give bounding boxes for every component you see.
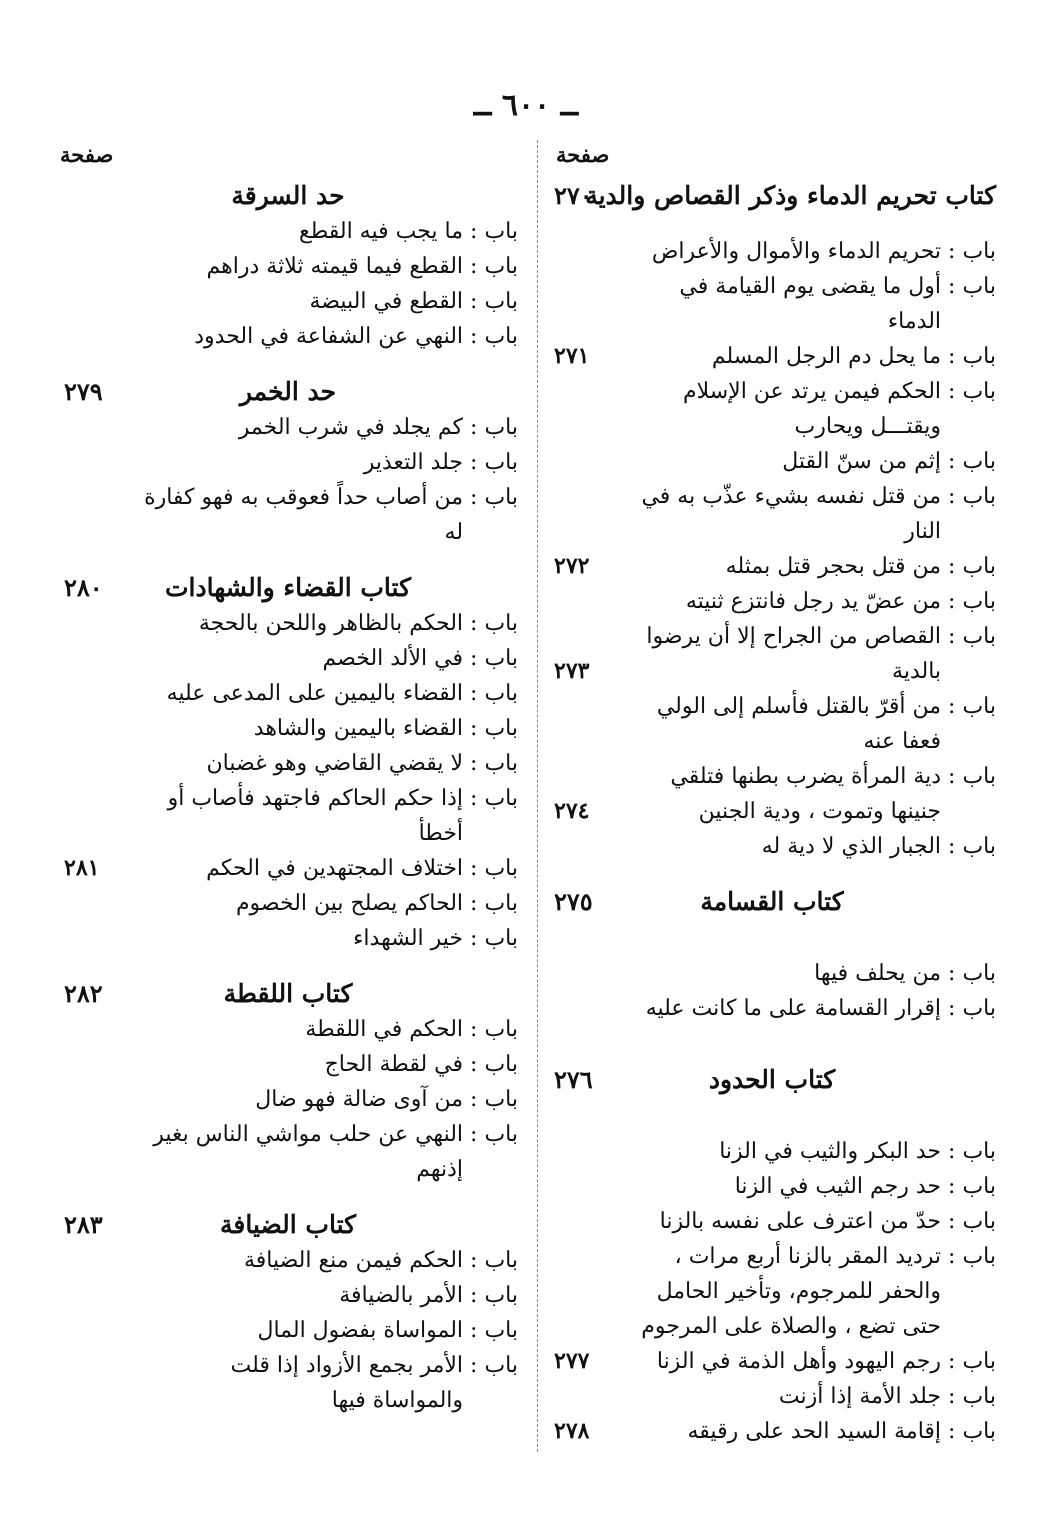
- entry-prefix: باب: [484, 1283, 518, 1308]
- toc-entry: [548, 1169, 996, 1204]
- toc-entry: [548, 619, 996, 689]
- toc-entry: [58, 1117, 518, 1187]
- toc-entry: [548, 339, 996, 374]
- entry-prefix: باب: [962, 274, 996, 299]
- entry-separator: :: [470, 415, 478, 440]
- toc-entry: [58, 1243, 518, 1278]
- entry-title: خير الشهداء: [353, 926, 464, 951]
- entry-prefix: باب: [484, 1052, 518, 1077]
- entry-title: دية المرأة يضرب بطنها فتلقي جنينها وتموت ، ودية الجنين: [670, 764, 942, 824]
- toc-entry: [58, 1278, 518, 1313]
- section-heading: [58, 976, 518, 1012]
- entry-title: رجم اليهود وأهل الذمة في الزنا: [656, 1349, 942, 1374]
- entry-prefix: باب: [962, 1419, 996, 1444]
- section-heading: [58, 1207, 518, 1243]
- section-heading: [58, 374, 518, 410]
- entry-separator: :: [470, 786, 478, 811]
- section-page-number: ٢٧٩: [64, 377, 103, 406]
- toc-entry: [548, 269, 996, 339]
- right-column: [548, 140, 996, 1449]
- toc-entry: [548, 584, 996, 619]
- toc-entry: [58, 410, 518, 445]
- entry-separator: :: [470, 716, 478, 741]
- entry-title: النهي عن حلب مواشي الناس بغير إذنهم: [153, 1122, 464, 1182]
- entry-prefix: باب: [484, 1122, 518, 1147]
- entry-separator: :: [948, 1174, 956, 1199]
- entry-separator: :: [470, 450, 478, 475]
- entry-title: ترديد المقر بالزنا أربع مرات ، والحفر للمرجوم، وتأخير الحامل حتى تضع ، والصلاة على المرجوم: [641, 1244, 942, 1339]
- toc-entry: [548, 1344, 996, 1379]
- entry-page-number: ٢٧٤: [554, 798, 590, 824]
- section-heading: [548, 178, 996, 214]
- entry-page-number: ٢٧٢: [554, 553, 590, 579]
- entry-separator: :: [470, 1318, 478, 1343]
- entry-title: جلد التعذير: [363, 450, 464, 475]
- entry-prefix: باب: [962, 1384, 996, 1409]
- entry-title: حد البكر والثيب في الزنا: [719, 1139, 942, 1164]
- entry-separator: :: [948, 589, 956, 614]
- entry-separator: :: [470, 254, 478, 279]
- page-number: ــ ٦٠٠ ــ: [473, 88, 579, 123]
- toc-entry: [548, 829, 996, 864]
- section-heading: [548, 884, 996, 920]
- entry-title: ما يحل دم الرجل المسلم: [711, 344, 942, 369]
- entry-separator: :: [470, 1052, 478, 1077]
- entry-title: حد رجم الثيب في الزنا: [734, 1174, 942, 1199]
- entry-title: القضاء باليمين على المدعى عليه: [166, 681, 464, 706]
- entry-title: الأمر بالضيافة: [339, 1283, 464, 1308]
- entry-prefix: باب: [484, 324, 518, 349]
- entry-page-number: ٢٨١: [64, 855, 100, 881]
- entry-title: الأمر بجمع الأزواد إذا قلت والمواساة فيها: [230, 1353, 464, 1413]
- toc-entry: [58, 1082, 518, 1117]
- toc-entry: [58, 886, 518, 921]
- entry-title: إقامة السيد الحد على رقيقه: [687, 1419, 942, 1444]
- entry-title: الحكم فيمن يرتد عن الإسلام ويقتـــل ويحارب: [682, 379, 942, 439]
- entry-prefix: باب: [962, 589, 996, 614]
- toc-entry: [58, 249, 518, 284]
- toc-entry: [58, 445, 518, 480]
- entry-title: جلد الأمة إذا أزنت: [778, 1384, 942, 1409]
- entry-title: أول ما يقضى يوم القيامة في الدماء: [679, 274, 942, 334]
- entry-prefix: باب: [484, 1017, 518, 1042]
- entry-separator: :: [470, 891, 478, 916]
- toc-entry: [548, 1204, 996, 1239]
- entry-prefix: باب: [962, 239, 996, 264]
- entry-title: من قتل بحجر قتل بمثله: [725, 554, 942, 579]
- entry-prefix: باب: [484, 1087, 518, 1112]
- section-heading: [58, 178, 518, 214]
- left-column-entries: [58, 178, 518, 1418]
- entry-separator: :: [470, 1122, 478, 1147]
- entry-title: المواساة بفضول المال: [257, 1318, 464, 1343]
- page-column-label: صفحة: [60, 142, 114, 167]
- entry-title: القصاص من الجراح إلا أن يرضوا بالدية: [646, 624, 942, 684]
- entry-prefix: باب: [962, 1209, 996, 1234]
- entry-separator: :: [470, 1248, 478, 1273]
- toc-entry: [58, 1348, 518, 1418]
- entry-separator: :: [948, 1384, 956, 1409]
- entry-separator: :: [470, 1017, 478, 1042]
- entry-prefix: باب: [484, 219, 518, 244]
- column-divider: [537, 140, 538, 1452]
- entry-separator: :: [948, 624, 956, 649]
- section-heading: [548, 1062, 996, 1098]
- entry-page-number: ٢٧٧: [554, 1348, 590, 1374]
- entry-separator: :: [470, 1283, 478, 1308]
- entry-prefix: باب: [484, 751, 518, 776]
- section-heading: [58, 570, 518, 606]
- entry-prefix: باب: [962, 961, 996, 986]
- toc-entry: [548, 234, 996, 269]
- entry-prefix: باب: [962, 694, 996, 719]
- entry-prefix: باب: [962, 1174, 996, 1199]
- entry-separator: :: [948, 379, 956, 404]
- entry-separator: :: [948, 694, 956, 719]
- toc-entry: [548, 479, 996, 549]
- entry-prefix: باب: [962, 1349, 996, 1374]
- entry-title: من عضّ يد رجل فانتزع ثنيته: [685, 589, 942, 614]
- toc-entry: [58, 676, 518, 711]
- entry-prefix: باب: [962, 554, 996, 579]
- entry-separator: :: [948, 1209, 956, 1234]
- toc-entry: [548, 759, 996, 829]
- entry-separator: :: [948, 554, 956, 579]
- section-heading-text: حد السرقة: [231, 181, 345, 210]
- entry-title: القطع فيما قيمته ثلاثة دراهم: [206, 254, 464, 279]
- toc-entry: [58, 319, 518, 354]
- entry-prefix: باب: [484, 786, 518, 811]
- entry-prefix: باب: [962, 1139, 996, 1164]
- toc-entry: [58, 641, 518, 676]
- entry-prefix: باب: [484, 856, 518, 881]
- toc-entry: [58, 606, 518, 641]
- entry-separator: :: [470, 681, 478, 706]
- section-heading-text: كتاب القضاء والشهادات: [165, 573, 411, 602]
- toc-entry: [548, 956, 996, 991]
- section-page-number: ٢٧٦: [554, 1065, 593, 1094]
- toc-entry: [58, 711, 518, 746]
- entry-title: ما يجب فيه القطع: [298, 219, 464, 244]
- entry-title: من أقرّ بالقتل فأسلم إلى الولي فعفا عنه: [656, 694, 942, 754]
- entry-prefix: باب: [484, 289, 518, 314]
- entry-title: من قتل نفسه بشيء عذّب به في النار: [641, 484, 942, 544]
- entry-separator: :: [470, 219, 478, 244]
- section-page-number: ٢٨٢: [64, 979, 103, 1008]
- entry-prefix: باب: [484, 1318, 518, 1343]
- entry-separator: :: [470, 751, 478, 776]
- toc-entry: [58, 1313, 518, 1348]
- entry-prefix: باب: [484, 681, 518, 706]
- entry-title: من آوى ضالة فهو ضال: [255, 1087, 464, 1112]
- entry-page-number: ٢٧٣: [554, 658, 590, 684]
- entry-prefix: باب: [962, 764, 996, 789]
- entry-title: إثم من سنّ القتل: [782, 449, 942, 474]
- entry-separator: :: [948, 1139, 956, 1164]
- entry-separator: :: [948, 1349, 956, 1374]
- entry-separator: :: [470, 1087, 478, 1112]
- entry-title: الحكم فيمن منع الضيافة: [243, 1248, 464, 1273]
- entry-separator: :: [470, 926, 478, 951]
- entry-separator: :: [470, 646, 478, 671]
- entry-prefix: باب: [484, 415, 518, 440]
- entry-separator: :: [948, 449, 956, 474]
- toc-entry: [548, 1379, 996, 1414]
- entry-title: في الألد الخصم: [322, 646, 464, 671]
- entry-prefix: باب: [484, 1353, 518, 1378]
- entry-title: في لقطة الحاج: [324, 1052, 464, 1077]
- toc-entry: [548, 374, 996, 444]
- entry-title: اختلاف المجتهدين في الحكم: [206, 856, 464, 881]
- entry-separator: :: [470, 856, 478, 881]
- entry-prefix: باب: [484, 716, 518, 741]
- entry-separator: :: [948, 1244, 956, 1269]
- toc-entry: [58, 851, 518, 886]
- section-page-number: ٢٨٣: [64, 1210, 103, 1239]
- section-heading-text: كتاب الحدود: [708, 1065, 836, 1094]
- entry-prefix: باب: [484, 891, 518, 916]
- toc-entry: [548, 444, 996, 479]
- right-column-entries: [548, 178, 996, 1449]
- entry-title: من أصاب حداً فعوقب به فهو كفارة له: [144, 485, 464, 545]
- entry-prefix: باب: [484, 926, 518, 951]
- entry-prefix: باب: [962, 996, 996, 1021]
- section-page-number: ٢٧٠: [554, 181, 593, 210]
- toc-entry: [548, 549, 996, 584]
- section-heading-text: كتاب القسامة: [700, 887, 844, 916]
- entry-title: لا يقضي القاضي وهو غضبان: [206, 751, 464, 776]
- toc-entry: [58, 214, 518, 249]
- entry-separator: :: [948, 344, 956, 369]
- entry-title: من يحلف فيها: [814, 961, 942, 986]
- toc-entry: [58, 284, 518, 319]
- entry-prefix: باب: [484, 1248, 518, 1273]
- toc-entry: [548, 1414, 996, 1449]
- entry-separator: :: [948, 996, 956, 1021]
- entry-prefix: باب: [484, 611, 518, 636]
- toc-entry: [58, 480, 518, 550]
- entry-prefix: باب: [484, 646, 518, 671]
- entry-title: حدّ من اعترف على نفسه بالزنا: [659, 1209, 942, 1234]
- entry-title: تحريم الدماء والأموال والأعراض: [651, 239, 942, 264]
- entry-title: الحكم في اللقطة: [305, 1017, 464, 1042]
- entry-prefix: باب: [962, 484, 996, 509]
- entry-page-number: ٢٧١: [554, 343, 590, 369]
- toc-entry: [548, 991, 996, 1026]
- entry-title: إذا حكم الحاكم فاجتهد فأصاب أو أخطأ: [167, 786, 464, 846]
- entry-page-number: ٢٧٨: [554, 1418, 590, 1444]
- entry-separator: :: [470, 324, 478, 349]
- entry-separator: :: [470, 1353, 478, 1378]
- entry-prefix: باب: [962, 379, 996, 404]
- entry-prefix: باب: [484, 450, 518, 475]
- toc-entry: [58, 781, 518, 851]
- entry-prefix: باب: [962, 344, 996, 369]
- entry-title: الحاكم يصلح بين الخصوم: [235, 891, 464, 916]
- toc-entry: [58, 1047, 518, 1082]
- entry-title: كم يجلد في شرب الخمر: [238, 415, 464, 440]
- left-column: [58, 140, 518, 1418]
- entry-prefix: باب: [962, 834, 996, 859]
- entry-separator: :: [948, 764, 956, 789]
- entry-title: إقرار القسامة على ما كانت عليه: [645, 996, 942, 1021]
- toc-entry: [548, 689, 996, 759]
- entry-prefix: باب: [484, 485, 518, 510]
- toc-entry: [58, 1012, 518, 1047]
- entry-separator: :: [948, 484, 956, 509]
- entry-title: القطع في البيضة: [309, 289, 464, 314]
- entry-separator: :: [948, 1419, 956, 1444]
- toc-entry: [548, 1134, 996, 1169]
- toc-entry: [58, 921, 518, 956]
- entry-prefix: باب: [962, 449, 996, 474]
- entry-prefix: باب: [484, 254, 518, 279]
- section-heading-text: كتاب اللقطة: [223, 979, 353, 1008]
- entry-prefix: باب: [962, 1244, 996, 1269]
- entry-title: الجبار الذي لا دية له: [761, 834, 942, 859]
- entry-title: القضاء باليمين والشاهد: [253, 716, 464, 741]
- entry-separator: :: [948, 961, 956, 986]
- entry-title: النهي عن الشفاعة في الحدود: [194, 324, 464, 349]
- entry-separator: :: [470, 485, 478, 510]
- section-heading-text: كتاب تحريم الدماء وذكر القصاص والدية: [585, 181, 996, 210]
- entry-separator: :: [470, 611, 478, 636]
- entry-separator: :: [470, 289, 478, 314]
- entry-separator: :: [948, 239, 956, 264]
- entry-title: الحكم بالظاهر واللحن بالحجة: [198, 611, 464, 636]
- section-heading-text: حد الخمر: [239, 377, 337, 406]
- section-page-number: ٢٨٠: [64, 573, 103, 602]
- toc-entry: [58, 746, 518, 781]
- section-heading-text: كتاب الضيافة: [219, 1210, 357, 1239]
- entry-separator: :: [948, 274, 956, 299]
- section-page-number: ٢٧٥: [554, 887, 593, 916]
- entry-separator: :: [948, 834, 956, 859]
- page-column-label: صفحة: [556, 142, 610, 167]
- entry-prefix: باب: [962, 624, 996, 649]
